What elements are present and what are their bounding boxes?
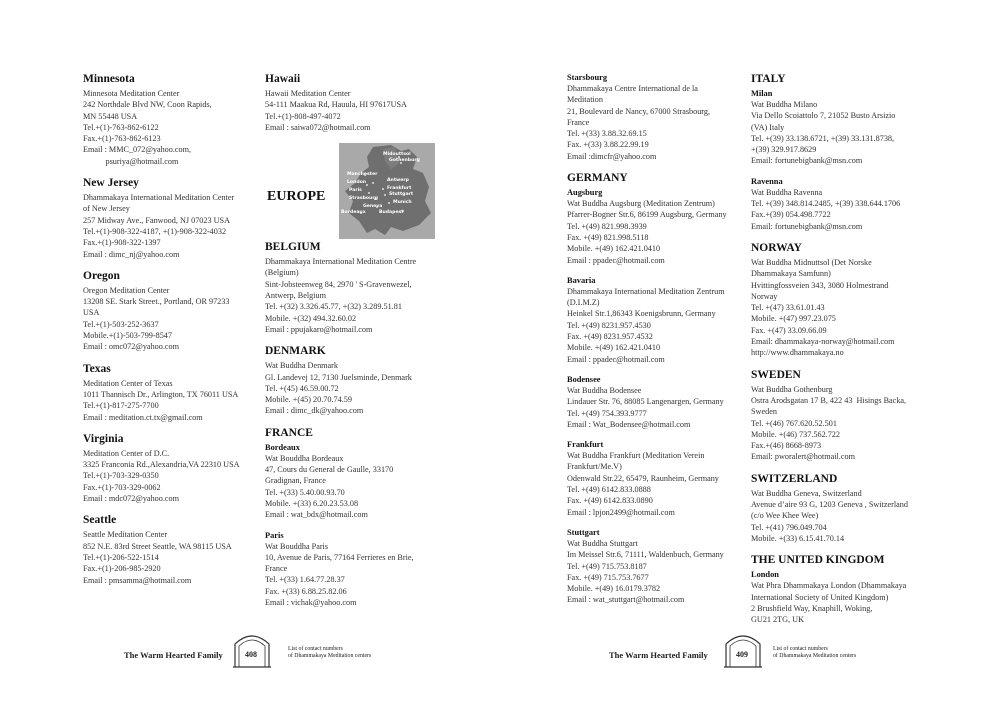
map-city-dot: [372, 182, 374, 184]
contact-line: Tel.+(1)-206-522-1514: [83, 552, 159, 562]
map-city-label: Geneva: [363, 204, 383, 209]
contact-line: Fax. +(49) 8231.957.4532: [567, 332, 653, 342]
region-heading: Texas: [83, 362, 111, 375]
map-city-dot: [366, 184, 368, 186]
contact-line: +(39) 329.917.8629: [751, 145, 817, 155]
center-entry: [83, 432, 253, 504]
center-entry: [751, 241, 921, 359]
contact-line: Sint-Jobsteenweg 84, 2970 ' S-Gravenwezel,: [265, 279, 412, 289]
contact-line: Tel. +(39) 348.814.2485, +(39) 338.644.1706: [751, 199, 901, 209]
contact-line: Oregon Meditation Center: [83, 285, 170, 295]
contact-line: 47, Cours du General de Gaulle, 33170: [265, 465, 394, 475]
map-city-dot: [384, 194, 386, 196]
contact-line: 3325 Franconia Rd.,Alexandria,VA 22310 USA: [83, 460, 240, 470]
center-entry: [567, 275, 739, 365]
contact-line: Mobile. +(32) 494.32.60.02: [265, 313, 357, 323]
region-heading: Virginia: [83, 432, 124, 445]
contact-line: 2 Brushfield Way, Knaphill, Woking,: [751, 603, 873, 613]
column-1: [83, 72, 253, 595]
contact-line: Tel. +(45) 46.59.00.72: [265, 383, 339, 393]
contact-line: Email : lpjon2499@hotmail.com: [567, 507, 675, 517]
contact-line: Minnesota Meditation Center: [83, 89, 180, 98]
center-entry: [83, 269, 253, 353]
contact-line: 257 Midway Ave., Fanwood, NJ 07023 USA: [83, 215, 230, 225]
contact-line: Fax. +(49) 821.998.5118: [567, 232, 649, 242]
contact-line: Email : dimc_dk@yahoo.com: [265, 406, 364, 416]
contact-line: Ostra Arodsgatan 17 B, 422 43 Hisings Backa,: [751, 395, 907, 405]
contact-line: International Society of United Kingdom): [751, 592, 889, 602]
europe-map-image: [339, 143, 435, 239]
contact-line: Email : ppujakaro@hotmail.com: [265, 324, 373, 334]
contact-line: Email :dimcfr@yahoo.com: [567, 151, 657, 161]
contact-line: 852 N.E. 83rd Street Seattle, WA 98115 USA: [83, 541, 232, 551]
region-heading: Minnesota: [83, 73, 135, 85]
contact-line: Mobile.+(1)-503-799-8547: [83, 331, 172, 341]
contact-line: Pfarrer-Bogner Str.6, 86199 Augsburg, Germany: [567, 210, 727, 220]
contact-line: Wat Buddha Bodensee: [567, 385, 642, 395]
contact-line: GU21 2TG, UK: [751, 615, 804, 625]
column-4: [751, 72, 921, 634]
contact-line: Antwerp, Belgium: [265, 291, 326, 301]
center-entry: [751, 472, 921, 544]
center-entry: [567, 171, 739, 266]
contact-line: Mobile. +(33) 6.15.41.70.14: [751, 533, 845, 543]
contact-line: 242 Northdale Blvd NW, Coon Rapids,: [83, 100, 212, 110]
region-heading: GERMANY: [567, 172, 628, 185]
city-heading: Bodensee: [567, 374, 601, 384]
contact-line: Wat Buddha Denmark: [265, 361, 339, 371]
contact-line: Fax. +(49) 715.753.7677: [567, 572, 649, 582]
contact-line: Email : wat_stuttgart@hotmail.com: [567, 595, 685, 605]
contact-line: Dhammakaya Samfunn): [751, 269, 831, 279]
contact-line: Wat Buddha Ravenna: [751, 187, 823, 197]
contact-line: Email : MMC_072@yahoo.com,: [83, 145, 192, 155]
contact-line: Email : ppadec@hotmail.com: [567, 354, 665, 364]
contact-line: of New Jersey: [83, 204, 130, 214]
center-entry: [567, 439, 739, 518]
contact-line: Lindauer Str. 76, 88085 Langenargen, Germany: [567, 397, 724, 407]
contact-line: Mobile. +(45) 20.70.74.59: [265, 395, 352, 405]
map-city-label: Frankfurt: [387, 186, 412, 191]
region-heading: ITALY: [751, 73, 786, 85]
contact-line: (VA) Italy: [751, 122, 785, 132]
footer-note: [288, 646, 371, 660]
center-entry: [265, 344, 435, 416]
map-city-label: Midouttsol: [383, 152, 411, 157]
city-heading: Milan: [751, 89, 773, 98]
contact-line: Tel. +(33) 1.64.77.28.37: [265, 575, 345, 585]
contact-line: Meditation Center of Texas: [83, 378, 173, 388]
contact-line: Fax.+(1)-703-329-0062: [83, 482, 161, 492]
map-city-dot: [382, 188, 384, 190]
contact-line: Meditation Center of D.C.: [83, 448, 170, 458]
contact-line: Wat Buddha Stuttgart: [567, 538, 638, 548]
europe-map-block: [265, 143, 435, 239]
city-heading: Frankfurt: [567, 440, 604, 450]
contact-line: Tel. +(32) 3.326.45.77, +(32) 3.289.51.81: [265, 302, 402, 312]
contact-line: Tel. +(33) 3.88.32.69.15: [567, 129, 647, 139]
contact-line: Email: dhammakaya-norway@hotmail.com: [751, 337, 895, 347]
contact-line: Wat Buddha Gothenburg: [751, 384, 833, 394]
contact-line: Sweden: [751, 407, 777, 417]
map-city-dot: [388, 202, 390, 204]
region-heading: THE UNITED KINGDOM: [751, 554, 885, 567]
contact-line: Tel.+(1)-503-252-3637: [83, 319, 159, 329]
region-heading: Oregon: [83, 269, 120, 282]
contact-line: Fax. +(49) 6142.833.0890: [567, 496, 653, 506]
center-entry: [751, 368, 921, 463]
contact-line: Email: fortunebigbank@msn.com: [751, 156, 863, 166]
contact-line: Mobile. +(46) 737.562.722: [751, 429, 840, 439]
region-heading: BELGIUM: [265, 241, 321, 254]
city-heading: Bordeaux: [265, 442, 300, 452]
map-city-label: Bordeaux: [341, 210, 366, 215]
center-entry: [567, 374, 739, 430]
contact-line: Tel.+(1)-908-322-4187, +(1)-908-322-4032: [83, 226, 227, 236]
map-city-label: Strasbourg: [349, 196, 378, 201]
footer-right: [605, 630, 905, 670]
footer-title: The Warm Hearted Family: [609, 650, 708, 660]
contact-line: Tel. +(49) 715.753.8187: [567, 561, 647, 571]
contact-line: Email : mdc072@yahoo.com: [83, 494, 179, 504]
contact-line: Meditation: [567, 95, 603, 105]
contact-line: Email : saiwa072@hotmail.com: [265, 122, 371, 132]
contact-line: Tel. +(49) 6142.833.0888: [567, 485, 651, 495]
center-entry: [83, 513, 253, 585]
contact-line: Fax. +(33) 6.88.25.82.06: [265, 586, 347, 596]
contact-line: http://www.dhammakaya.no: [751, 348, 844, 358]
contact-line: Email : wat_bdx@hotmail.com: [265, 510, 368, 520]
contact-line: USA: [83, 308, 100, 318]
contact-line: Dhammakaya International Meditation Centre: [265, 257, 417, 267]
contact-line: Wat Bouddha Paris: [265, 541, 329, 551]
contact-line: Mobile. +(49) 162.421.0410: [567, 244, 661, 254]
contact-line: Tel. +(47) 33.61.01.43: [751, 303, 825, 313]
contact-line: Email: pworalert@hotmail.com: [751, 452, 855, 462]
contact-line: Seattle Meditation Center: [83, 530, 168, 540]
city-heading: Ravenna: [751, 176, 783, 186]
contact-line: (D.I.M.Z): [567, 298, 600, 308]
contact-line: Dhammakaya International Meditation Zentrum: [567, 286, 725, 296]
contact-line: Email : omc072@yahoo.com: [83, 342, 179, 352]
center-entry: [265, 426, 435, 521]
contact-line: psuriya@hotmail.com: [83, 156, 179, 166]
contact-line: 1011 Thannisch Dr., Arlington, TX 76011 USA: [83, 389, 239, 399]
contact-line: Wat Buddha Midnuttsol (Det Norske: [751, 257, 872, 267]
contact-line: Frankfurt/Me.V): [567, 462, 622, 472]
center-entry: [751, 72, 921, 167]
contact-line: Tel.+(1)-763-862-6122: [83, 122, 159, 132]
contact-line: Email : vichak@yahoo.com: [265, 598, 357, 608]
contact-line: Gl. Landevej 12, 7130 Juelsminde, Denmark: [265, 372, 412, 382]
contact-line: Wat Buddha Milano: [751, 100, 818, 109]
contact-line: 10, Avenue de Paris, 77164 Ferrieres en Brie,: [265, 552, 414, 562]
map-city-label: London: [347, 180, 367, 185]
contact-line: Wat Buddha Frankfurt (Meditation Verein: [567, 451, 705, 461]
contact-line: Email : ppadec@hotmail.com: [567, 255, 665, 265]
contact-line: (Belgium): [265, 268, 299, 278]
footer-left: [120, 630, 420, 670]
contact-line: Email : pmsamma@hotmail.com: [83, 575, 192, 585]
city-heading: Starsbourg: [567, 73, 608, 82]
center-entry: [265, 72, 435, 133]
contact-line: 13208 SE. Stark Street., Portland, OR 97233: [83, 297, 230, 307]
city-heading: London: [751, 570, 779, 580]
contact-line: Wat Bouddha Bordeaux: [265, 453, 344, 463]
footer-note-line-1: List of contact numbers: [773, 646, 828, 652]
footer-note-line-2: of Dhammakaya Meditation centers: [773, 653, 857, 659]
contact-line: Via Dello Scoiattolo 7, 21052 Busto Arsizio: [751, 111, 896, 121]
contact-line: Dhammakaya International Meditation Center: [83, 193, 235, 203]
contact-line: Wat Buddha Geneva, Switzerland: [751, 488, 862, 498]
contact-line: Fax. +(47) 33.09.66.09: [751, 325, 827, 335]
footer-note-line-1: List of contact numbers: [288, 646, 343, 652]
contact-line: Tel. +(49) 754.393.9777: [567, 408, 647, 418]
europe-heading: EUROPE: [267, 189, 326, 204]
city-heading: Bavaria: [567, 275, 596, 285]
contact-line: Tel.+(1)-703-329-0350: [83, 471, 159, 481]
region-heading: New Jersey: [83, 177, 139, 190]
arch-icon: [723, 630, 763, 668]
footer-title: The Warm Hearted Family: [124, 650, 223, 660]
contact-line: Tel. +(39) 33.138.6721, +(39) 33.131.8738,: [751, 133, 895, 143]
contact-line: Email : dimc_nj@yahoo.com: [83, 249, 180, 259]
city-heading: Paris: [265, 530, 284, 540]
contact-line: Tel.+(1)-808-497-4072: [265, 111, 341, 121]
page-number: 409: [736, 650, 748, 659]
contact-line: 54-111 Maakua Rd, Hauula, HI 97617USA: [265, 100, 407, 110]
center-entry: [567, 72, 739, 162]
contact-line: Mobile. +(47) 997.23.075: [751, 314, 836, 324]
contact-line: MN 55448 USA: [83, 111, 138, 121]
contact-line: Mobile. +(49) 162.421.0410: [567, 343, 661, 353]
contact-line: Hvittingfossveien 343, 3080 Holmestrand: [751, 280, 889, 290]
region-heading: SWITZERLAND: [751, 472, 838, 485]
page-number: 408: [245, 650, 257, 659]
map-city-label: Stuttgart: [389, 192, 414, 197]
contact-line: Fax.+(1)-763-862-6123: [83, 134, 161, 144]
map-city-dot: [368, 192, 370, 194]
center-entry: [83, 72, 253, 167]
contact-line: Tel. +(41) 796.049.704: [751, 522, 827, 532]
contact-line: Heinkel Str.1,86343 Koenigsbrunn, Germany: [567, 309, 716, 319]
contact-line: Odenwald Str.22, 65479, Raunheim, Germany: [567, 473, 719, 483]
map-city-label: Antwerp: [387, 178, 409, 183]
contact-line: Dhammakaya Centre International de la: [567, 84, 698, 93]
contact-line: Mobile. +(49) 16.0179.3782: [567, 584, 661, 594]
contact-line: Wat Buddha Augsburg (Meditation Zentrum): [567, 199, 715, 209]
city-heading: Augsburg: [567, 188, 603, 198]
center-entry: [751, 553, 921, 625]
contact-line: Email: fortunebigbank@msn.com: [751, 221, 863, 231]
contact-line: Im Meissel Str.6, 71111, Waldenbuch, Germany: [567, 550, 724, 560]
map-city-label: Budapest: [379, 210, 404, 215]
footer-note: [773, 646, 856, 660]
map-city-label: Manchester: [347, 172, 378, 177]
center-entry: [265, 240, 435, 335]
contact-line: France: [567, 117, 590, 127]
map-city-label: Gothenburg: [389, 158, 420, 163]
column-3: [567, 72, 739, 615]
contact-line: Tel. +(49) 8231.957.4530: [567, 320, 651, 330]
map-city-label: Paris: [349, 188, 362, 193]
contact-line: Gradignan, France: [265, 476, 326, 486]
contact-line: 21, Boulevard de Nancy, 67000 Strasbourg,: [567, 106, 711, 116]
arch-icon: [232, 630, 272, 668]
city-heading: Stuttgart: [567, 527, 600, 537]
center-entry: [265, 530, 435, 609]
contact-line: (c/o Wee Khee Wee): [751, 511, 819, 521]
contact-line: Fax.+(46) 8668-8973: [751, 441, 822, 451]
contact-line: Fax.+(39) 054.498.7722: [751, 210, 831, 220]
contact-line: Tel. +(46) 767.620.52.501: [751, 418, 837, 428]
contact-line: Tel.+(1)-817-275-7700: [83, 401, 159, 411]
region-heading: SWEDEN: [751, 368, 801, 381]
region-heading: Hawaii: [265, 73, 301, 85]
center-entry: [83, 362, 253, 423]
contact-line: Fax.+(1)-206-985-2920: [83, 564, 161, 574]
contact-line: Fax.+(1)-908-322-1397: [83, 238, 161, 248]
center-entry: [567, 527, 739, 606]
contact-line: Avenue d’aire 93 G, 1203 Geneva , Switzerland: [751, 500, 908, 510]
contact-line: Tel. +(49) 821.998.3939: [567, 221, 647, 231]
contact-line: France: [265, 564, 288, 574]
contact-line: Norway: [751, 291, 778, 301]
contact-line: Wat Phra Dhammakaya London (Dhammakaya: [751, 581, 907, 591]
region-heading: FRANCE: [265, 426, 313, 439]
region-heading: DENMARK: [265, 345, 326, 358]
contact-line: Tel. +(33) 5.40.00.93.70: [265, 487, 345, 497]
region-heading: NORWAY: [751, 241, 802, 254]
center-entry: [751, 176, 921, 232]
contact-line: Mobile. +(33) 6.20.23.53.08: [265, 498, 359, 508]
map-city-label: Munich: [393, 200, 412, 205]
contact-line: Email : Wat_Bodensee@hotmail.com: [567, 419, 691, 429]
contact-line: Fax. +(33) 3.88.22.99.19: [567, 140, 649, 150]
contact-line: Email : meditation.ct.tx@gmail.com: [83, 412, 203, 422]
region-heading: Seattle: [83, 514, 117, 527]
contact-line: Hawaii Meditation Center: [265, 89, 351, 98]
center-entry: [83, 176, 253, 260]
footer-note-line-2: of Dhammakaya Meditation centers: [288, 653, 372, 659]
